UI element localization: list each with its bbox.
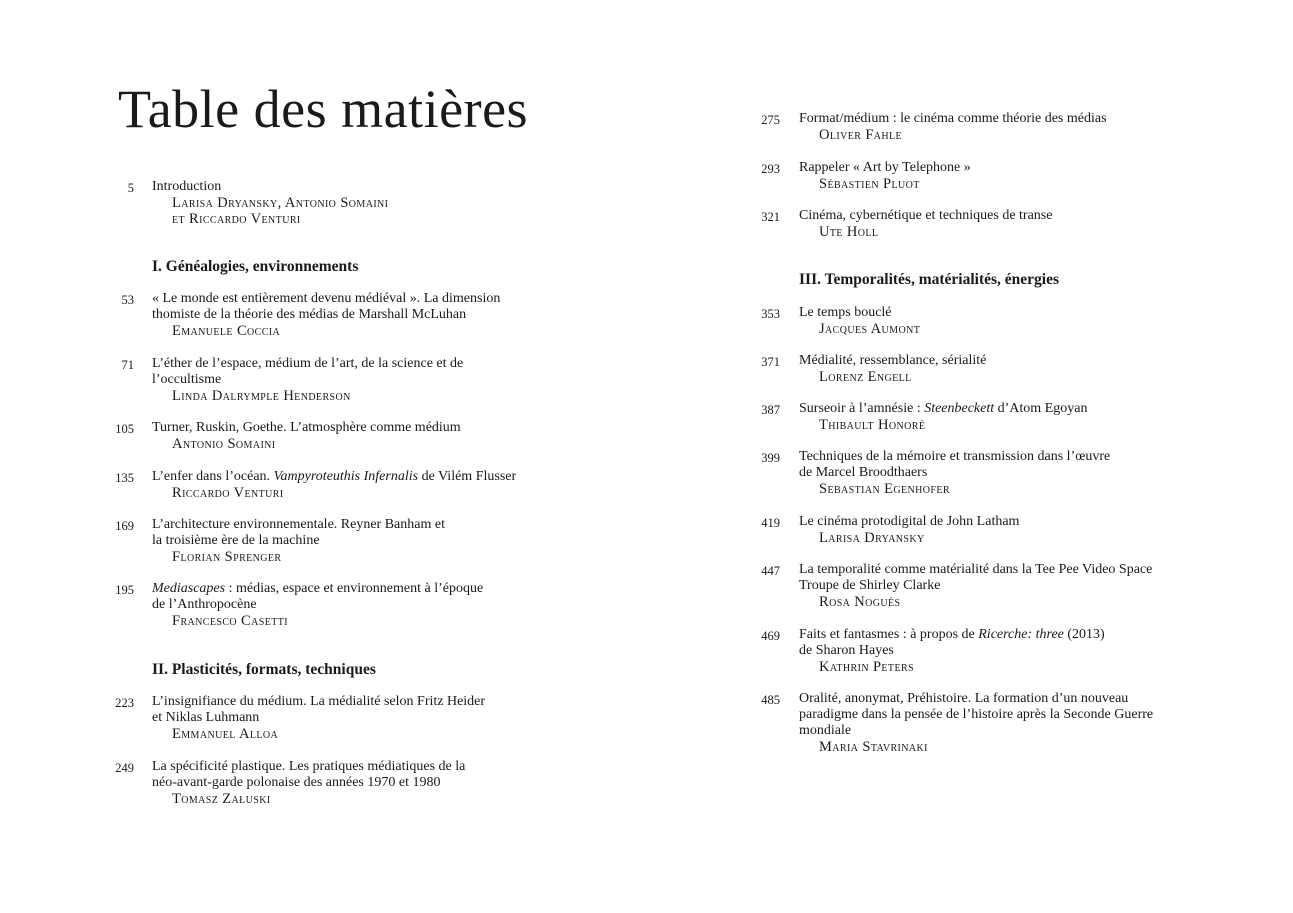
entry-author: et Riccardo Venturi <box>172 211 301 227</box>
entry-title: L’insignifiance du médium. La médialité selon Fritz Heider <box>152 694 486 709</box>
entry-title: Troupe de Shirley Clarke <box>799 578 941 593</box>
entry-title: néo-avant-garde polonaise des années 1970 et 1980 <box>152 775 441 790</box>
entry-title: Le cinéma protodigital de John Latham <box>799 514 1020 529</box>
entry-title: Rappeler « Art by Telephone » <box>799 160 971 175</box>
page-number: 399 <box>761 451 780 465</box>
entry-title: La temporalité comme matérialité dans la Tee Pee Video Space <box>799 562 1153 577</box>
entry-title: de l’Anthropocène <box>152 597 257 612</box>
entry-title: et Niklas Luhmann <box>152 710 260 725</box>
entry-title: L’éther de l’espace, médium de l’art, de la science et de <box>152 356 464 371</box>
entry-author: Tomasz Załuski <box>172 791 271 807</box>
section-heading-3: III. Temporalités, matérialités, énergies <box>799 271 1060 288</box>
entry-title: Cinéma, cybernétique et techniques de transe <box>799 208 1053 223</box>
entry-title: Mediascapes : médias, espace et environnement à l’époque <box>152 581 484 596</box>
entry-author: Sébastien Pluot <box>819 176 920 192</box>
page-number: 387 <box>761 403 780 417</box>
entry-author: Emmanuel Alloa <box>172 726 279 742</box>
entry-author: Riccardo Venturi <box>172 485 284 501</box>
entry-title: Oralité, anonymat, Préhistoire. La formation d’un nouveau <box>799 691 1129 706</box>
section-heading-1: I. Généalogies, environnements <box>152 258 359 275</box>
entry-title: la troisième ère de la machine <box>152 533 320 548</box>
entry-title: paradigme dans la pensée de l’histoire après la Seconde Guerre <box>799 707 1154 722</box>
entry-author: Rosa Nogués <box>819 594 901 610</box>
page-number: 353 <box>761 307 780 321</box>
page-number: 223 <box>115 696 134 710</box>
page-number: 71 <box>121 358 134 372</box>
entry-author: Oliver Fahle <box>819 127 903 143</box>
entry-title: l’occultisme <box>152 372 222 387</box>
page-number: 275 <box>761 113 780 127</box>
entry-title: Faits et fantasmes : à propos de Ricerche: three (2013) <box>799 627 1105 642</box>
entry-author: Linda Dalrymple Henderson <box>172 388 351 404</box>
page-number: 105 <box>115 422 134 436</box>
page-number: 485 <box>761 693 780 707</box>
page-title: Table des matières <box>118 79 529 139</box>
entry-title: Introduction <box>152 179 222 194</box>
entry-author: Lorenz Engell <box>819 369 912 385</box>
entry-title: L’enfer dans l’océan. Vampyroteuthis Infernalis de Vilém Flusser <box>152 469 517 484</box>
section-heading-2: II. Plasticités, formats, techniques <box>152 661 376 678</box>
entry-author: Francesco Casetti <box>172 613 288 629</box>
entry-title: « Le monde est entièrement devenu médiéval ». La dimension <box>152 291 501 306</box>
entry-author: Antonio Somaini <box>172 436 276 452</box>
entry-title: Turner, Ruskin, Goethe. L’atmosphère comme médium <box>152 420 461 435</box>
page-number: 447 <box>761 564 780 578</box>
entry-title: Format/médium : le cinéma comme théorie des médias <box>799 111 1107 126</box>
page-number: 321 <box>761 210 780 224</box>
entry-title: mondiale <box>799 723 852 738</box>
entry-author: Larisa Dryansky, Antonio Somaini <box>172 195 389 211</box>
entry-title: La spécificité plastique. Les pratiques médiatiques de la <box>152 759 466 774</box>
entry-author: Emanuele Coccia <box>172 323 281 339</box>
page-number: 469 <box>761 629 780 643</box>
entry-title: de Sharon Hayes <box>799 643 894 658</box>
entry-author: Jacques Aumont <box>819 321 921 337</box>
entry-author: Thibault Honoré <box>819 417 926 433</box>
entry-title: Techniques de la mémoire et transmission dans l’œuvre <box>799 449 1111 464</box>
entry-title: de Marcel Broodthaers <box>799 465 928 480</box>
page-number: 371 <box>761 355 780 369</box>
entry-author: Florian Sprenger <box>172 549 282 565</box>
page-number: 419 <box>761 516 780 530</box>
page-number: 195 <box>115 583 134 597</box>
page-number: 169 <box>115 519 134 533</box>
page-number: 53 <box>121 293 134 307</box>
entry-title: thomiste de la théorie des médias de Marshall McLuhan <box>152 307 467 322</box>
entry-author: Ute Holl <box>819 224 879 240</box>
entry-title: Surseoir à l’amnésie : Steenbeckett d’Atom Egoyan <box>799 401 1088 416</box>
page-number: 5 <box>127 181 134 195</box>
entry-title: Médialité, ressemblance, sérialité <box>799 353 987 368</box>
entry-author: Larisa Dryansky <box>819 530 925 546</box>
entry-title: L’architecture environnementale. Reyner Banham et <box>152 517 445 532</box>
page-number: 293 <box>761 162 780 176</box>
page-number: 249 <box>115 761 134 775</box>
entry-author: Sebastian Egenhofer <box>819 481 950 497</box>
entry-author: Maria Stavrinaki <box>819 739 928 755</box>
entry-title: Le temps bouclé <box>799 305 892 320</box>
page-number: 135 <box>115 471 134 485</box>
entry-author: Kathrin Peters <box>819 659 914 675</box>
